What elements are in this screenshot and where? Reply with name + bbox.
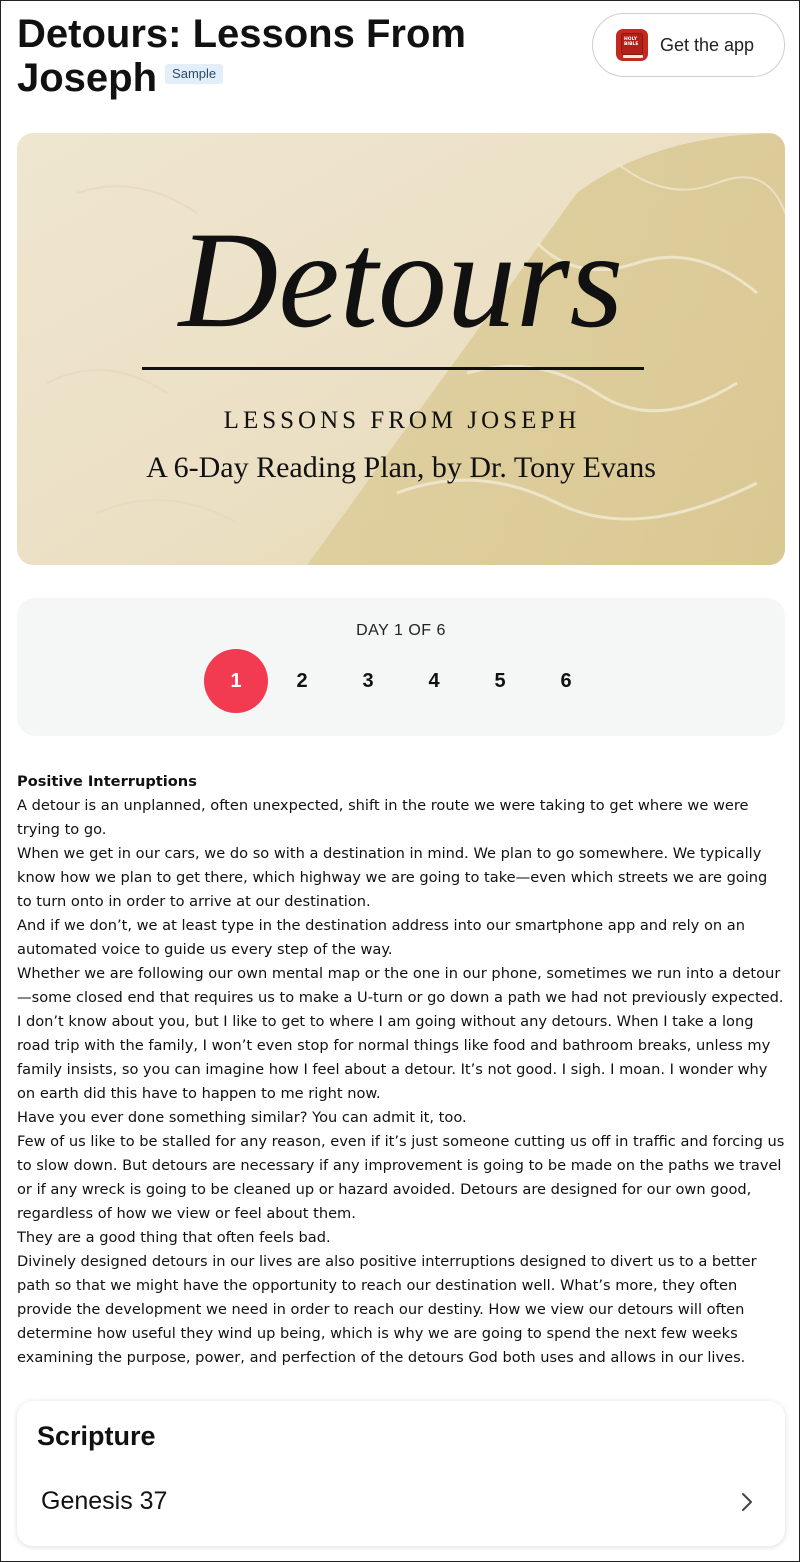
day-2-button[interactable] [269,649,335,713]
devotional-paragraph: Few of us like to be stalled for any reason, even if it’s just someone cutting us off in traffic and forcing us to slow down. But detours are necessary if any improvement is going to be made on the paths we travel or if any wreck is going to be cleaned up or hazard avoided. Detours are designed for our own good, regardless of how we view or feel about them. [17,1133,785,1222]
devotional-paragraph: Whether we are following our own mental map or the one in our phone, sometimes we run into a detour—some closed end that requires us to make a U-turn or go down a path we had not previously expected. [17,965,784,1006]
cover-divider [142,367,644,370]
scripture-reference: Genesis 37 [41,1487,168,1515]
cover-subtitle: LESSONS FROM JOSEPH [223,407,581,434]
devotional-paragraph: When we get in our cars, we do so with a destination in mind. We plan to go somewhere. We typically know how we plan to get there, which highway we are going to take—even which streets we are going to turn onto in order to arrive at our destination. [17,845,768,910]
cover-title: Detours [178,203,624,356]
devotional-paragraph: I don’t know about you, but I like to get to where I am going without any detours. When I take a long road trip with the family, I won’t even stop for normal things like food and bathroom breaks, unless my family insists, so you can imagine how I feel about a detour. It’s not good. I sigh. I moan. I wonder why on earth did this have to happen to me right now. [17,1013,771,1102]
day-1-label: 1 [204,649,268,713]
day-1-button[interactable] [203,649,269,713]
day-5-label: 5 [494,669,506,692]
book-icon [621,33,643,55]
cover-tagline: A 6-Day Reading Plan, by Dr. Tony Evans [146,451,656,484]
day-number-list [203,649,599,713]
devotional-content [17,770,785,1370]
scripture-title: Scripture [37,1421,156,1451]
day-6-button[interactable] [533,649,599,713]
devotional-heading: Positive Interruptions [17,773,197,790]
plan-cover-image [17,133,785,565]
day-3-button[interactable] [335,649,401,713]
day-selector [17,598,785,736]
cover-artwork [17,133,785,565]
plan-title: Detours: Lessons From Joseph [17,12,466,100]
devotional-paragraph: A detour is an unplanned, often unexpected, shift in the route we were taking to get where we were trying to go. [17,797,749,838]
app-icon-text: HOLY BIBLE [624,37,639,47]
scripture-link-genesis-37[interactable] [17,1479,785,1525]
day-label: DAY 1 OF 6 [356,622,446,639]
day-5-button[interactable] [467,649,533,713]
sample-badge: Sample [165,64,223,84]
day-2-label: 2 [296,669,308,692]
devotional-paragraph: And if we don’t, we at least type in the destination address into our smartphone app and rely on an automated voice to guide us every step of the way. [17,917,745,958]
get-the-app-label: Get the app [660,34,755,55]
day-4-label: 4 [428,669,440,692]
day-3-label: 3 [362,669,374,692]
scripture-card [17,1401,785,1546]
day-6-label: 6 [560,669,572,692]
chevron-right-icon [739,1490,755,1514]
plan-header [17,12,577,100]
page-edge [623,55,643,58]
devotional-paragraph: They are a good thing that often feels bad. [17,1229,331,1246]
bible-app-icon [616,29,648,61]
devotional-paragraph: Have you ever done something similar? You can admit it, too. [17,1109,467,1126]
get-the-app-button[interactable] [592,13,785,77]
page-title [17,12,577,100]
devotional-paragraph: Divinely designed detours in our lives are also positive interruptions designed to divert us to a better path so that we might have the opportunity to reach our destination well. What’s more, they often provide the development we need in order to reach our destiny. How we view our detours will often determine how useful they wind up being, which is why we are going to spend the next few weeks examining the purpose, power, and perfection of the detours God both uses and allows in our lives. [17,1253,757,1366]
day-4-button[interactable] [401,649,467,713]
